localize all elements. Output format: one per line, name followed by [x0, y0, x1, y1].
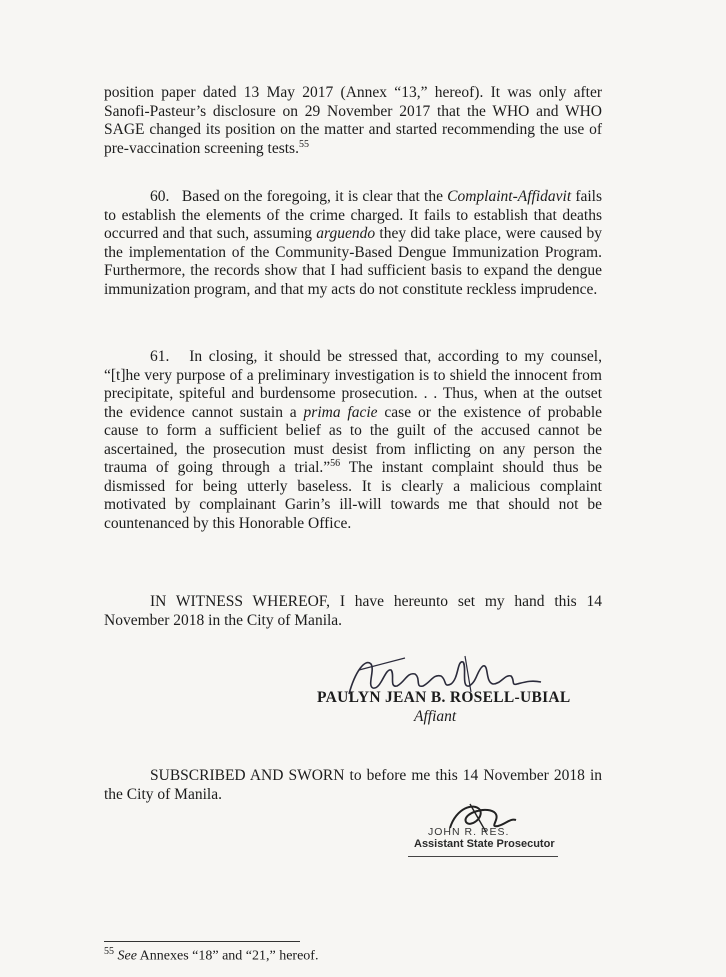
prosecutor-name: JOHN R. RES. — [428, 826, 510, 838]
paragraph-text: case or the existence of probable cause to form a sufficient belief as to the guilt of the accused cannot be ascertained, the prosecution must desist from inflicting on any person the trauma of going through a trial.” — [104, 403, 603, 476]
paragraph-text: they did take place, were caused by the implementation of the Community-Based Dengue Immunization Program. Furthermore, the records show that I had sufficient basis to expand the dengue immunization program, and that my acts do not constitute reckless imprudence. — [104, 225, 602, 298]
affiant-name: PAULYN JEAN B. ROSELL-UBIAL — [317, 689, 571, 706]
paragraph-continued — [104, 84, 602, 158]
italic-term: Complaint-Affidavit — [447, 188, 572, 205]
italic-term: prima facie — [303, 403, 378, 421]
footnote-text: Annexes “18” and “21,” hereof. — [136, 948, 319, 964]
signature-line — [408, 856, 558, 857]
paragraph-61 — [104, 348, 602, 533]
jurat-lead: SUBSCRIBED AND SWORN — [150, 767, 345, 784]
footnote-divider — [104, 941, 300, 942]
affiant-title: Affiant — [414, 708, 457, 725]
paragraph-60 — [104, 188, 602, 299]
paragraph-text: fails to establish the elements of the crime charged. It fails to establish that deaths occurred and that such, assuming — [104, 188, 602, 242]
paragraph-text: to before me this 14 November 2018 in the City of Manila. — [104, 767, 603, 803]
footnote-ref: 55 — [298, 138, 309, 150]
paragraph-text: 61. In closing, it should be stressed that, according to my counsel, “[t]he very purpose of a preliminary investigation is to shield the innocent from precipitate, spiteful and burdensome prosecution. . . Thus, when at the outset the evidence cannot sustain a — [104, 348, 602, 421]
paragraph-text: position paper dated 13 May 2017 (Annex “13,” hereof). It was only after Sanofi-Pasteur’s disclosure on 29 November 2017 that the WHO and WHO SAGE changed its position on the matter and started recommending the use of pre-vaccination screening tests. — [104, 84, 602, 157]
paragraph-text: The instant complaint should thus be dismissed for being utterly baseless. It is clearly a malicious complaint motivated by complainant Garin’s ill-will towards me that should not be countenanced by this Honorable Office. — [104, 459, 602, 532]
italic-term: arguendo — [316, 225, 376, 242]
footnote-see: See — [117, 948, 137, 964]
jurat-paragraph — [104, 767, 602, 804]
footnote-ref: 56 — [330, 457, 341, 469]
paragraph-text: 60. Based on the foregoing, it is clear that the — [150, 188, 448, 205]
witness-paragraph: IN WITNESS WHEREOF, I have hereunto set my hand this 14 November 2018 in the City of Manila. — [104, 593, 602, 629]
prosecutor-title: Assistant State Prosecutor — [414, 838, 555, 850]
footnote-number: 55 — [104, 946, 114, 957]
footnote-55 — [104, 946, 318, 965]
